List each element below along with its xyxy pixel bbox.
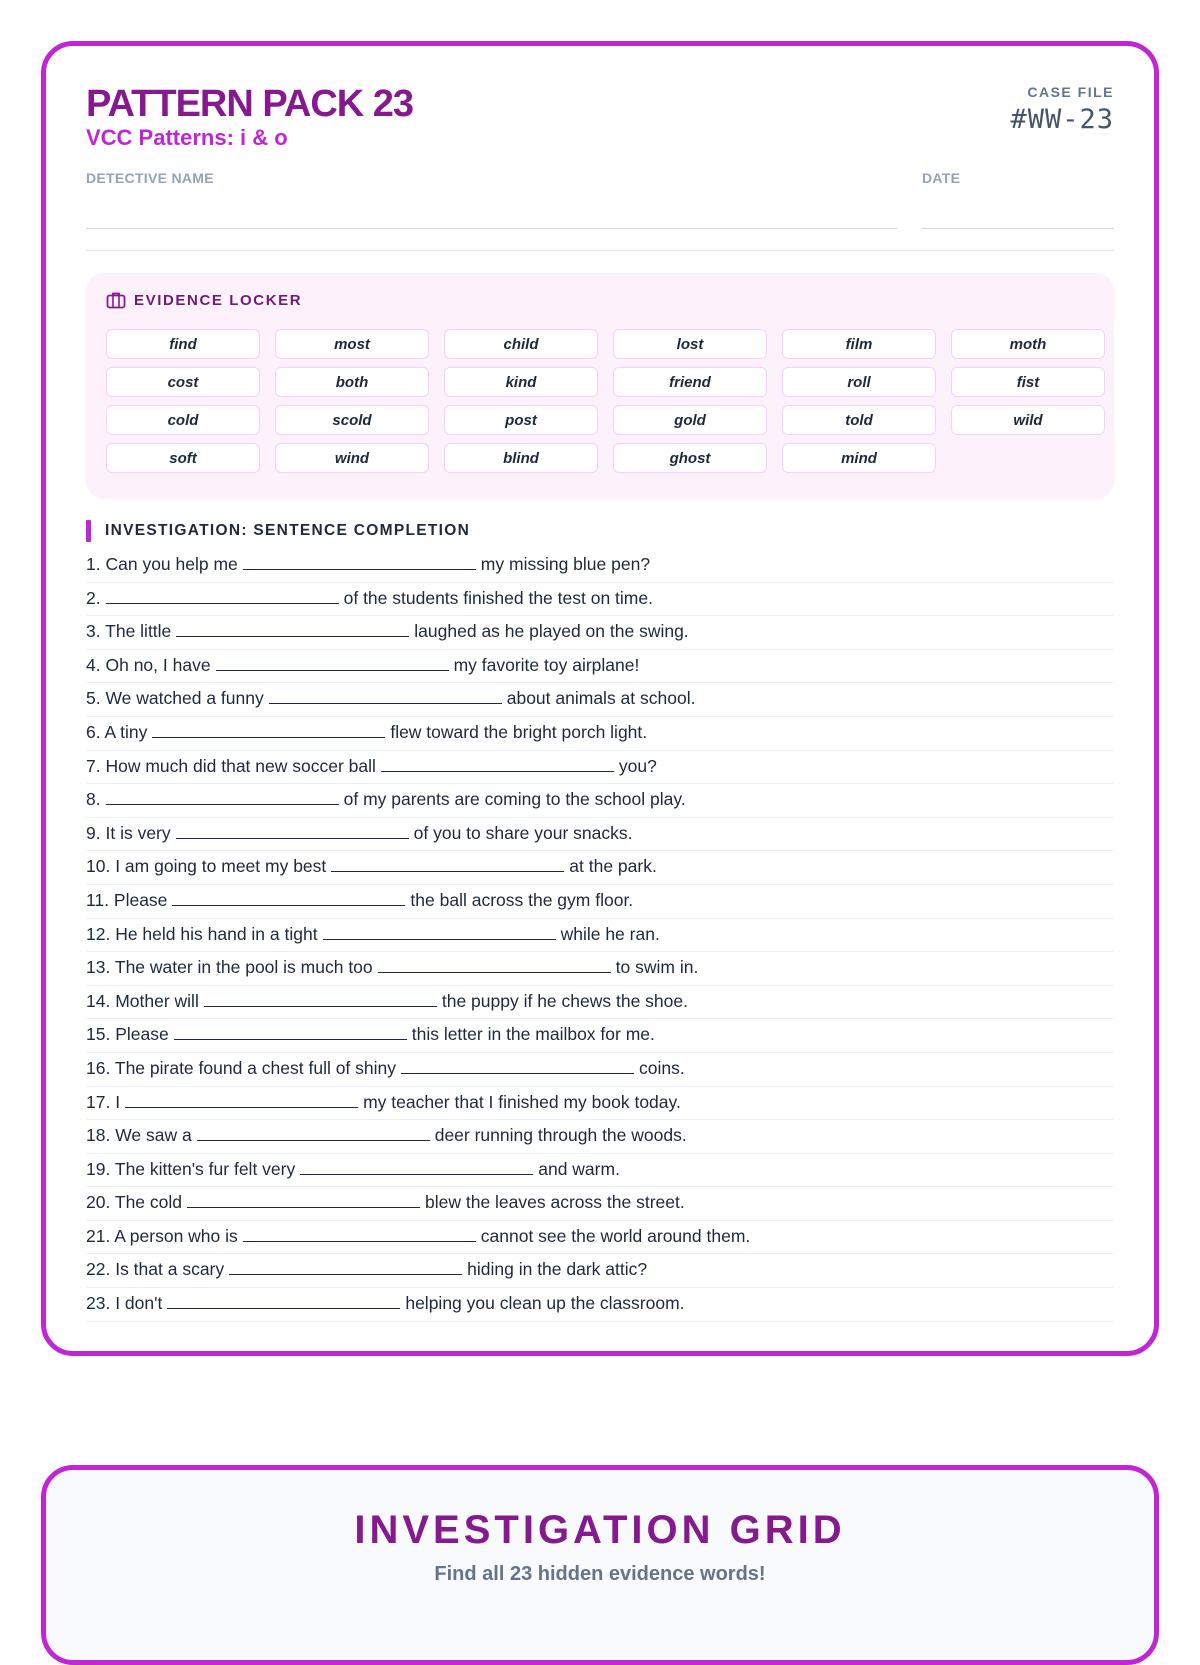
evidence-word-chip: lost (613, 329, 767, 359)
sentence-text-before: Can you help me (105, 554, 238, 574)
sentence-text-after: of my parents are coming to the school play. (343, 789, 686, 810)
sentence-text-before: Please (113, 889, 168, 910)
evidence-word-chip: find (106, 329, 260, 359)
sentence-text-after: my teacher that I finished my book today. (363, 1091, 681, 1112)
evidence-word-chip: mind (782, 443, 936, 473)
sentence-text-after: about animals at school. (506, 688, 696, 709)
sentence-text-before: How much did that new soccer ball (105, 755, 376, 776)
sentence-number: 3. (86, 621, 101, 642)
sentence-text-after: the puppy if he chews the shoe. (441, 990, 688, 1011)
sentence-text-before: Is that a scary (115, 1259, 225, 1280)
evidence-locker-title: EVIDENCE LOCKER (134, 291, 303, 309)
evidence-locker (86, 273, 1114, 499)
evidence-word-chip: friend (613, 367, 767, 397)
evidence-word-chip: ghost (613, 443, 767, 473)
sentence-number: 14. (86, 990, 111, 1011)
grid-title: INVESTIGATION GRID (354, 1508, 846, 1552)
sentence-text-after: of you to share your snacks. (413, 822, 633, 843)
sentence-text-after: the ball across the gym floor. (410, 889, 634, 910)
detective-name-label: DETECTIVE NAME (86, 170, 214, 186)
sentence-text-after: you? (618, 755, 657, 776)
answer-blank[interactable] (381, 754, 614, 772)
sentence-number: 12. (86, 923, 111, 944)
answer-blank[interactable] (167, 1291, 400, 1309)
sentence-text-before: A person who is (114, 1225, 238, 1246)
sentence-text-after: while he ran. (560, 923, 660, 944)
evidence-word-chip: cold (106, 405, 260, 435)
sentence-number: 11. (86, 889, 110, 910)
answer-blank[interactable] (216, 653, 449, 671)
sentence-number: 2. (86, 587, 101, 608)
sentence-text-after: and warm. (538, 1158, 620, 1179)
sentence-text-before: The pirate found a chest full of shiny (114, 1057, 397, 1078)
evidence-word-chip: gold (613, 405, 767, 435)
sentence-text-before: We saw a (115, 1125, 192, 1146)
sentence-row (86, 919, 1114, 953)
detective-name-field[interactable] (86, 228, 897, 229)
sentence-text-before: The kitten's fur felt very (114, 1158, 296, 1179)
sentence-text-before: He held his hand in a tight (115, 923, 318, 944)
date-label: DATE (922, 170, 961, 186)
answer-blank[interactable] (243, 1224, 476, 1242)
sentence-number: 10. (86, 856, 111, 877)
case-file-id: #WW-23 (1010, 104, 1114, 135)
answer-blank[interactable] (378, 955, 611, 973)
evidence-word-chip: wild (951, 405, 1105, 435)
sentence-text-before: Mother will (115, 990, 199, 1011)
sentence-text-after: to swim in. (615, 957, 699, 978)
answer-blank[interactable] (204, 989, 437, 1007)
answer-blank[interactable] (106, 586, 339, 604)
sentence-list (86, 549, 1114, 1322)
sentence-row (86, 1019, 1114, 1053)
evidence-word-chip: fist (951, 367, 1105, 397)
evidence-word-chip: cost (106, 367, 260, 397)
sentence-text-after: my missing blue pen? (480, 554, 651, 574)
sentence-text-after: cannot see the world around them. (480, 1225, 751, 1246)
evidence-word-chip: kind (444, 367, 598, 397)
sentence-row (86, 986, 1114, 1020)
sentence-row (86, 1120, 1114, 1154)
sentence-number: 18. (86, 1125, 111, 1146)
sentence-number: 20. (86, 1192, 111, 1213)
sentence-text-before: A tiny (104, 721, 148, 742)
answer-blank[interactable] (152, 720, 385, 738)
sentence-text-before: I am going to meet my best (115, 856, 327, 877)
sentence-row (86, 851, 1114, 885)
sentence-section-title: INVESTIGATION: SENTENCE COMPLETION (105, 522, 471, 539)
grid-subtitle: Find all 23 hidden evidence words! (434, 1563, 766, 1585)
page-subtitle: VCC Patterns: i & o (86, 125, 288, 150)
sentence-row (86, 952, 1114, 986)
answer-blank[interactable] (243, 552, 476, 570)
sentence-row (86, 616, 1114, 650)
sentence-number: 4. (86, 654, 101, 675)
sentence-row (86, 885, 1114, 919)
sentence-number: 5. (86, 688, 101, 709)
sentence-text-after: helping you clean up the classroom. (405, 1293, 685, 1314)
sentence-text-after: at the park. (569, 856, 657, 877)
sentence-text-before: It is very (105, 822, 171, 843)
header-divider (86, 250, 1114, 251)
evidence-word-chip: both (275, 367, 429, 397)
sentence-text-before: The little (105, 621, 172, 642)
answer-blank[interactable] (172, 888, 405, 906)
section-accent-bar (86, 520, 91, 542)
answer-blank[interactable] (176, 821, 409, 839)
answer-blank[interactable] (331, 854, 564, 872)
sentence-row (86, 751, 1114, 785)
sentence-row (86, 717, 1114, 751)
answer-blank[interactable] (323, 922, 556, 940)
sentence-row (86, 1254, 1114, 1288)
evidence-word-chip: scold (275, 405, 429, 435)
answer-blank[interactable] (300, 1157, 533, 1175)
sentence-text-before: Please (115, 1024, 169, 1045)
worksheet-card (41, 41, 1159, 1356)
sentence-text-after: laughed as he played on the swing. (414, 621, 689, 642)
sentence-row (86, 1154, 1114, 1188)
sentence-text-after: blew the leaves across the street. (425, 1192, 685, 1213)
evidence-word-chip: blind (444, 443, 598, 473)
sentence-row (86, 683, 1114, 717)
sentence-section-header (86, 520, 470, 542)
sentence-row (86, 650, 1114, 684)
page-title: PATTERN PACK 23 (86, 83, 414, 125)
sentence-text-after: of the students finished the test on time. (343, 587, 653, 608)
evidence-word-chip: wind (275, 443, 429, 473)
sentence-text-after: coins. (639, 1057, 685, 1078)
evidence-word-chip: soft (106, 443, 260, 473)
answer-blank[interactable] (229, 1257, 462, 1275)
evidence-word-chip: child (444, 329, 598, 359)
sentence-row (86, 1053, 1114, 1087)
sentence-text-before: The cold (114, 1192, 182, 1213)
sentence-row (86, 1221, 1114, 1255)
answer-blank[interactable] (174, 1022, 407, 1040)
evidence-word-chip: most (275, 329, 429, 359)
investigation-grid-card (41, 1465, 1159, 1665)
sentence-row (86, 549, 1114, 583)
sentence-number: 13. (86, 957, 111, 978)
answer-blank[interactable] (187, 1190, 420, 1208)
sentence-number: 9. (86, 822, 101, 843)
sentence-text-after: hiding in the dark attic? (467, 1259, 648, 1280)
sentence-text-after: deer running through the woods. (434, 1125, 687, 1146)
sentence-text-before: I (115, 1091, 121, 1112)
answer-blank[interactable] (176, 619, 409, 637)
evidence-word-chip: film (782, 329, 936, 359)
answer-blank[interactable] (197, 1123, 430, 1141)
case-file-label: CASE FILE (1027, 84, 1114, 100)
evidence-locker-header (106, 291, 302, 309)
sentence-row (86, 1087, 1114, 1121)
sentence-text-after: this letter in the mailbox for me. (411, 1024, 655, 1045)
sentence-text-before: We watched a funny (105, 688, 264, 709)
sentence-number: 6. (86, 721, 101, 742)
answer-blank[interactable] (106, 787, 339, 805)
sentence-number: 23. (86, 1293, 111, 1314)
evidence-word-chip: post (444, 405, 598, 435)
answer-blank[interactable] (269, 686, 502, 704)
sentence-number: 19. (86, 1158, 111, 1179)
sentence-number: 17. (86, 1091, 111, 1112)
evidence-word-chip: moth (951, 329, 1105, 359)
sentence-row (86, 1187, 1114, 1221)
sentence-number: 16. (86, 1057, 111, 1078)
answer-blank[interactable] (401, 1056, 634, 1074)
sentence-row (86, 583, 1114, 617)
sentence-text-before: Oh no, I have (105, 654, 211, 675)
sentence-number: 21. (86, 1225, 111, 1246)
sentence-number: 8. (86, 789, 101, 810)
sentence-number: 1. (86, 554, 101, 574)
sentence-text-before: The water in the pool is much too (114, 957, 373, 978)
evidence-word-chip: roll (782, 367, 936, 397)
date-field[interactable] (922, 228, 1114, 229)
sentence-number: 22. (86, 1259, 111, 1280)
sentence-number: 15. (86, 1024, 111, 1045)
sentence-row (86, 1288, 1114, 1322)
sentence-text-before: I don't (115, 1293, 163, 1314)
sentence-text-after: flew toward the bright porch light. (390, 721, 648, 742)
sentence-number: 7. (86, 755, 101, 776)
sentence-text-after: my favorite toy airplane! (453, 654, 640, 675)
evidence-word-chip: told (782, 405, 936, 435)
answer-blank[interactable] (125, 1090, 358, 1108)
sentence-row (86, 784, 1114, 818)
sentence-row (86, 818, 1114, 852)
briefcase-icon (106, 291, 126, 309)
word-bank (106, 329, 1105, 473)
